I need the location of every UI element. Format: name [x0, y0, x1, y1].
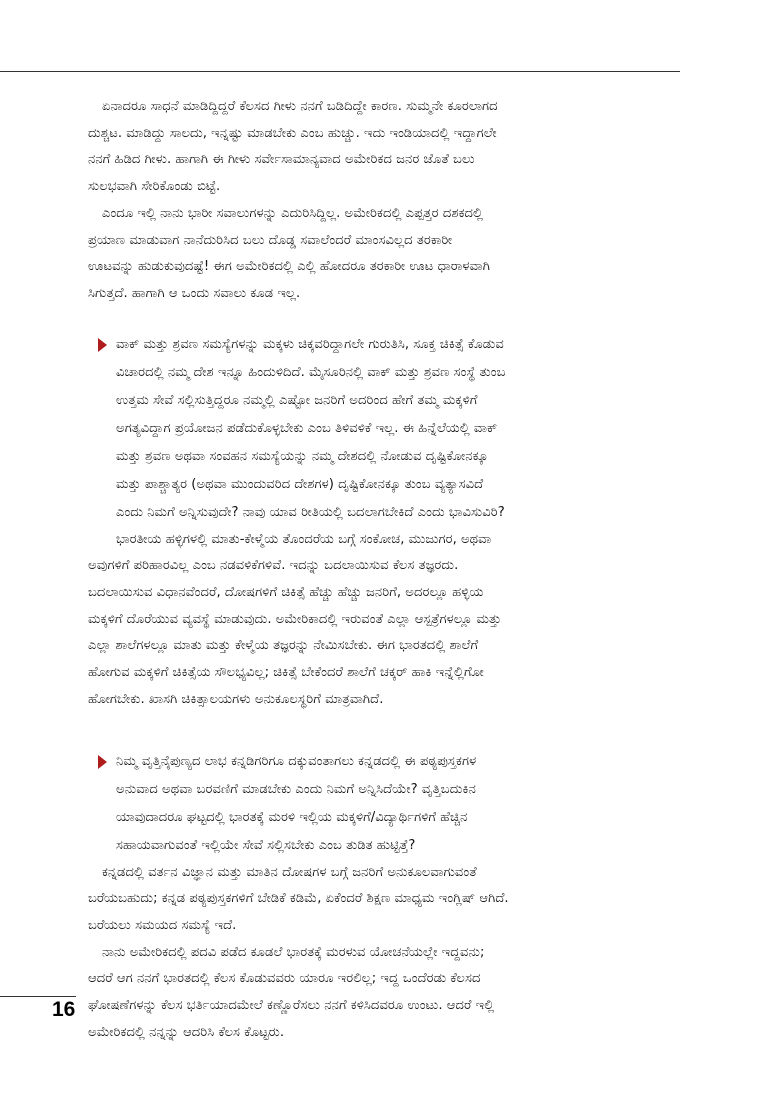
text-line: ನನಗೆ ಹಿಡಿದ ಗೀಳು. ಹಾಗಾಗಿ ಈ ಗೀಳು ಸರ್ವೇಸಾಮಾನ್ಯವಾದ ಅಮೇರಿಕದ ಜನರ ಜೊತೆ ಬಲು [88, 152, 475, 168]
text-line: ಸುಲಭವಾಗಿ ಸೇರಿಕೊಂಡು ಬಿಟ್ಟೆ. [88, 179, 221, 195]
text-line: ನಾನು ಅಮೇರಿಕದಲ್ಲಿ ಪದವಿ ಪಡೆದ ಕೂಡಲೆ ಭಾರತಕ್ಕೆ ಮರಳುವ ಯೋಚನೆಯಲ್ಲೇ ಇದ್ದವನು; [102, 944, 485, 960]
text-line: ಉತ್ತಮ ಸೇವೆ ಸಲ್ಲಿಸುತ್ತಿದ್ದರೂ ನಮ್ಮಲ್ಲಿ ಎಷ್ಟೋ ಜನರಿಗೆ ಅದರಿಂದ ಹೇಗೆ ತಮ್ಮ ಮಕ್ಕಳಿಗೆ [116, 392, 478, 408]
answer-3 [88, 940, 678, 1047]
text-line: ಯಾವುದಾದರೂ ಘಟ್ಟದಲ್ಲಿ ಭಾರತಕ್ಕೆ ಮರಳಿ ಇಲ್ಲಿಯ ಮಕ್ಕಳಿಗೆ/ವಿದ್ಯಾರ್ಥಿಗಳಿಗೆ ಹೆಚ್ಚಿನ [116, 809, 468, 825]
text-line: ಎಲ್ಲಾ ಶಾಲೆಗಳಲ್ಲೂ ಮಾತು ಮತ್ತು ಕೇಳ್ಮೆಯ ತಜ್ಞರನ್ನು ನೇಮಿಸಬೇಕು. ಈಗ ಭಾರತದಲ್ಲಿ ಶಾಲೆಗೆ [88, 638, 479, 654]
text-line: ಆದರೆ ಆಗ ನನಗೆ ಭಾರತದಲ್ಲಿ ಕೆಲಸ ಕೊಡುವವರು ಯಾರೂ ಇರಲಿಲ್ಲ; ಇದ್ದ ಒಂದೆರಡು ಕೆಲಸದ [88, 971, 481, 987]
text-line: ಕನ್ನಡದಲ್ಲಿ ವರ್ತನ ವಿಜ್ಞಾನ ಮತ್ತು ಮಾತಿನ ದೋಷಗಳ ಬಗ್ಗೆ ಜನರಿಗೆ ಅನುಕೂಲವಾಗುವಂತೆ [102, 864, 477, 880]
intro-paragraph-1 [88, 94, 678, 201]
text-line: ವಿಚಾರದಲ್ಲಿ ನಮ್ಮ ದೇಶ ಇನ್ನೂ ಹಿಂದುಳಿದಿದೆ. ಮೈಸೂರಿನಲ್ಲಿ ವಾಕ್ ಮತ್ತು ಶ್ರವಣ ಸಂಸ್ಥೆ ತುಂಬ [116, 364, 506, 380]
text-line: ಅಮೇರಿಕದಲ್ಲಿ ನನ್ನನ್ನು ಆದರಿಸಿ ಕೆಲಸ ಕೊಟ್ಟರು. [88, 1024, 285, 1040]
text-line: ಮತ್ತು ಪಾಶ್ಚಾತ್ಯರ (ಅಥವಾ ಮುಂದುವರಿದ ದೇಶಗಳ) ದೃಷ್ಟಿಕೋನಕ್ಕೂ ತುಂಬ ವ್ಯತ್ಯಾಸವಿದೆ [116, 476, 484, 492]
text-line: ವಾಕ್ ಮತ್ತು ಶ್ರವಣ ಸಮಸ್ಯೆಗಳನ್ನು ಮಕ್ಕಳು ಚಿಕ್ಕವರಿದ್ದಾಗಲೇ ಗುರುತಿಸಿ, ಸೂಕ್ತ ಚಿಕಿತ್ಸೆ ಕೊಡುವ [116, 336, 504, 352]
text-line: ಸಿಗುತ್ತದೆ. ಹಾಗಾಗಿ ಆ ಒಂದು ಸವಾಲು ಕೂಡ ಇಲ್ಲ. [88, 285, 301, 301]
text-line: ಬರೆಯಲು ಸಮಯದ ಸಮಸ್ಯೆ ಇದೆ. [88, 917, 237, 933]
text-line: ಭಾರತೀಯ ಹಳ್ಳಿಗಳಲ್ಲಿ ಮಾತು-ಕೇಳ್ಮೆಯ ತೊಂದರೆಯ ಬಗ್ಗೆ ಸಂಕೋಚ, ಮುಜುಗರ, ಅಥವಾ [116, 531, 492, 547]
text-line: ಪ್ರಯಾಣ ಮಾಡುವಾಗ ನಾನೆದುರಿಸಿದ ಬಲು ದೊಡ್ಡ ಸವಾಲೆಂದರೆ ಮಾಂಸವಿಲ್ಲದ ತರಕಾರೀ [88, 232, 453, 248]
text-line: ಊಟವನ್ನು ಹುಡುಕುವುದಷ್ಟೆ! ಈಗ ಅಮೇರಿಕದಲ್ಲಿ ಎಲ್ಲಿ ಹೋದರೂ ತರಕಾರೀ ಊಟ ಧಾರಾಳವಾಗಿ [88, 259, 490, 275]
question-1 [88, 331, 678, 527]
text-line: ಅನುವಾದ ಅಥವಾ ಬರವಣಿಗೆ ಮಾಡಬೇಕು ಎಂದು ನಿಮಗೆ ಅನ್ನಿಸಿದೆಯೇ? ವೃತ್ತಿಬದುಕಿನ [116, 781, 476, 797]
question-marker-icon [98, 755, 107, 769]
intro-paragraph-2 [88, 201, 678, 308]
text-line: ಬದಲಾಯಿಸುವ ವಿಧಾನವೆಂದರೆ, ದೋಷಗಳಿಗೆ ಚಿಕಿತ್ಸೆ ಹೆಚ್ಚು ಹೆಚ್ಚು ಜನರಿಗೆ, ಅದರಲ್ಲೂ ಹಳ್ಳಿಯ [88, 585, 484, 601]
header-rule [0, 71, 680, 72]
text-line: ಎಂದು ನಿಮಗೆ ಅನ್ನಿಸುವುದೇ? ನಾವು ಯಾವ ರೀತಿಯಲ್ಲಿ ಬದಲಾಗಬೇಕಿದೆ ಎಂದು ಭಾವಿಸುವಿರಿ? [116, 504, 505, 520]
text-line: ಅವುಗಳಿಗೆ ಪರಿಹಾರವಿಲ್ಲ ಎಂಬ ನಡವಳಿಕೆಗಳಿವೆ. ಇದನ್ನು ಬದಲಾಯಿಸುವ ಕೆಲಸ ತಜ್ಞರದು. [88, 558, 459, 574]
page-number: 16 [52, 998, 76, 1021]
text-line: ಅಗತ್ಯವಿದ್ದಾಗ ಪ್ರಯೋಜನ ಪಡೆದುಕೊಳ್ಳಬೇಕು ಎಂಬ ತಿಳಿವಳಿಕೆ ಇಲ್ಲ. ಈ ಹಿನ್ನೆಲೆಯಲ್ಲಿ ವಾಕ್ [116, 420, 498, 436]
text-line: ಹೋಗುವ ಮಕ್ಕಳಿಗೆ ಚಿಕಿತ್ಸೆಯ ಸೌಲಭ್ಯವಿಲ್ಲ; ಚಿಕಿತ್ಸೆ ಬೇಕೆಂದರೆ ಶಾಲೆಗೆ ಚಕ್ಕರ್ ಹಾಕಿ ಇನ್ನೆಲ್ಲಿಗೋ [88, 665, 484, 681]
text-line: ಮತ್ತು ಶ್ರವಣ ಅಥವಾ ಸಂವಹನ ಸಮಸ್ಯೆಯನ್ನು ನಮ್ಮ ದೇಶದಲ್ಲಿ ನೋಡುವ ದೃಷ್ಟಿಕೋನಕ್ಕೂ [116, 448, 489, 464]
question-2 [88, 748, 678, 860]
text-line: ಘೋಷಣೆಗಳನ್ನು ಕೆಲಸ ಭರ್ತಿಯಾದಮೇಲೆ ಕಣ್ಣೊರೆಸಲು ನನಗೆ ಕಳಿಸಿದವರೂ ಉಂಟು. ಆದರೆ ಇಲ್ಲಿ [88, 998, 495, 1014]
answer-1 [88, 527, 678, 714]
text-line: ಮಕ್ಕಳಿಗೆ ದೊರೆಯುವ ವ್ಯವಸ್ಥೆ ಮಾಡುವುದು. ಅಮೇರಿಕಾದಲ್ಲಿ ಇರುವಂತೆ ಎಲ್ಲಾ ಆಸ್ಪತ್ರೆಗಳಲ್ಲೂ ಮತ್ತು [88, 611, 502, 627]
page-body [88, 94, 678, 1046]
text-line: ಹೋಗಬೇಕು. ಖಾಸಗಿ ಚಿಕಿತ್ಸಾಲಯಗಳು ಅನುಕೂಲಸ್ಥರಿಗೆ ಮಾತ್ರವಾಗಿದೆ. [88, 691, 384, 707]
text-line: ದುಶ್ಚಟ. ಮಾಡಿದ್ದು ಸಾಲದು, ಇನ್ನಷ್ಟು ಮಾಡಬೇಕು ಎಂಬ ಹುಚ್ಚು. ಇದು ಇಂಡಿಯಾದಲ್ಲಿ ಇದ್ದಾಗಲೇ [88, 125, 497, 141]
text-line: ಏನಾದರೂ ಸಾಧನೆ ಮಾಡಿದ್ದಿದ್ದರೆ ಕೆಲಸದ ಗೀಳು ನನಗೆ ಬಡಿದಿದ್ದೇ ಕಾರಣ. ಸುಮ್ಮನೇ ಕೂರಲಾಗದ [102, 99, 498, 114]
footer-rule [0, 996, 76, 997]
question-marker-icon [98, 338, 107, 352]
answer-2 [88, 860, 678, 940]
text-line: ಸಹಾಯವಾಗುವಂತೆ ಇಲ್ಲಿಯೇ ಸೇವೆ ಸಲ್ಲಿಸಬೇಕು ಎಂಬ ತುಡಿತ ಹುಟ್ಟಿತ್ತೆ? [116, 837, 416, 853]
text-line: ಬರೆಯಬಹುದು; ಕನ್ನಡ ಪಠ್ಯಪುಸ್ತಕಗಳಿಗೆ ಬೇಡಿಕೆ ಕಡಿಮೆ, ಏಕೆಂದರೆ ಶಿಕ್ಷಣ ಮಾಧ್ಯಮ ಇಂಗ್ಲಿಷ್ ಆಗಿದೆ. [88, 891, 509, 907]
text-line: ನಿಮ್ಮ ವೃತ್ತಿನೈಪುಣ್ಯದ ಲಾಭ ಕನ್ನಡಿಗರಿಗೂ ದಕ್ಕುವಂತಾಗಲು ಕನ್ನಡದಲ್ಲಿ ಈ ಪಠ್ಯಪುಸ್ತಕಗಳ [116, 753, 477, 769]
text-line: ಎಂದೂ ಇಲ್ಲಿ ನಾನು ಭಾರೀ ಸವಾಲುಗಳನ್ನು ಎದುರಿಸಿದ್ದಿಲ್ಲ. ಅಮೇರಿಕದಲ್ಲಿ ಎಪ್ಪತ್ತರ ದಶಕದಲ್ಲಿ [102, 205, 484, 221]
